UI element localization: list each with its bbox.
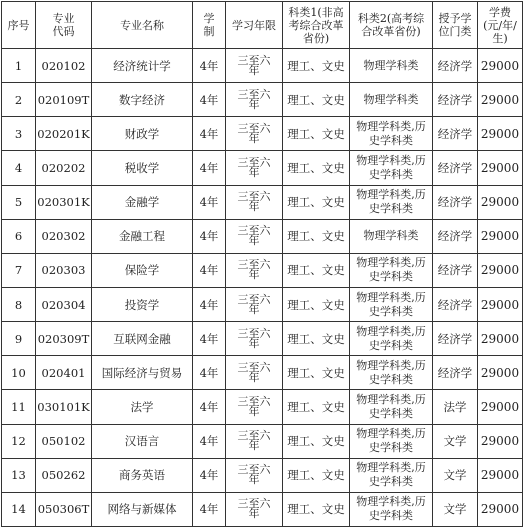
name-cell: 商务英语 [92,458,193,492]
seq-cell: 6 [2,219,36,253]
fee-cell: 29000 [478,253,523,287]
seq-cell: 10 [2,356,36,390]
subject1-cell: 理工、文史 [283,458,350,492]
table-row [2,117,523,151]
code-cell: 020304 [36,287,92,321]
degree-cell: 经济学 [433,253,478,287]
name-cell: 互联网金融 [92,322,193,356]
name-cell: 投资学 [92,287,193,321]
years-cell: 三至六年 [226,322,283,356]
fee-cell: 29000 [478,390,523,424]
degree-cell: 经济学 [433,151,478,185]
years-cell: 三至六年 [226,49,283,83]
fee-cell: 29000 [478,492,523,526]
fee-cell: 29000 [478,151,523,185]
name-cell: 汉语言 [92,424,193,458]
subject1-cell: 理工、文史 [283,390,350,424]
name-cell: 财政学 [92,117,193,151]
fee-cell: 29000 [478,356,523,390]
code-cell: 020202 [36,151,92,185]
subject1-cell: 理工、文史 [283,253,350,287]
degree-cell: 经济学 [433,83,478,117]
table-row [2,49,523,83]
years-cell: 三至六年 [226,287,283,321]
seq-cell: 3 [2,117,36,151]
code-cell: 020302 [36,219,92,253]
duration-cell: 4年 [193,356,226,390]
subject2-cell: 物理学科类,历史学科类 [350,151,433,185]
subject1-cell: 理工、文史 [283,49,350,83]
seq-cell: 4 [2,151,36,185]
subject1-cell: 理工、文史 [283,322,350,356]
header-subject2: 科类2(高考综合改革省份) [350,2,433,49]
fee-cell: 29000 [478,117,523,151]
header-degree: 授予学位门类 [433,2,478,49]
duration-cell: 4年 [193,424,226,458]
code-cell: 050306T [36,492,92,526]
seq-cell: 14 [2,492,36,526]
code-cell: 020303 [36,253,92,287]
duration-cell: 4年 [193,219,226,253]
seq-cell: 8 [2,287,36,321]
subject1-cell: 理工、文史 [283,117,350,151]
years-cell: 三至六年 [226,492,283,526]
table-row [2,492,523,526]
header-subject1: 科类1(非高考综合改革省份) [283,2,350,49]
fee-cell: 29000 [478,287,523,321]
subject1-cell: 理工、文史 [283,424,350,458]
degree-cell: 文学 [433,424,478,458]
table-row [2,322,523,356]
years-cell: 三至六年 [226,356,283,390]
code-cell: 020401 [36,356,92,390]
name-cell: 金融学 [92,185,193,219]
header-row [2,2,523,49]
fee-cell: 29000 [478,458,523,492]
years-cell: 三至六年 [226,458,283,492]
table-row [2,287,523,321]
duration-cell: 4年 [193,287,226,321]
degree-cell: 经济学 [433,185,478,219]
subject2-cell: 物理学科类 [350,49,433,83]
seq-cell: 12 [2,424,36,458]
subject1-cell: 理工、文史 [283,492,350,526]
duration-cell: 4年 [193,49,226,83]
name-cell: 数字经济 [92,83,193,117]
subject2-cell: 物理学科类,历史学科类 [350,322,433,356]
table-row [2,458,523,492]
table-row [2,253,523,287]
subject2-cell: 物理学科类,历史学科类 [350,253,433,287]
years-cell: 三至六年 [226,253,283,287]
seq-cell: 9 [2,322,36,356]
degree-cell: 文学 [433,458,478,492]
seq-cell: 13 [2,458,36,492]
degree-cell: 经济学 [433,49,478,83]
code-cell: 030101K [36,390,92,424]
header-fee: 学费(元/年/生) [478,2,523,49]
duration-cell: 4年 [193,117,226,151]
fee-cell: 29000 [478,424,523,458]
years-cell: 三至六年 [226,185,283,219]
subject2-cell: 物理学科类,历史学科类 [350,117,433,151]
years-cell: 三至六年 [226,117,283,151]
degree-cell: 经济学 [433,219,478,253]
code-cell: 050102 [36,424,92,458]
name-cell: 经济统计学 [92,49,193,83]
header-seq: 序号 [2,2,36,49]
subject2-cell: 物理学科类 [350,83,433,117]
seq-cell: 1 [2,49,36,83]
degree-cell: 经济学 [433,287,478,321]
subject2-cell: 物理学科类,历史学科类 [350,390,433,424]
header-duration: 学制 [193,2,226,49]
table-row [2,185,523,219]
code-cell: 020301K [36,185,92,219]
code-cell: 020102 [36,49,92,83]
duration-cell: 4年 [193,185,226,219]
table-row [2,424,523,458]
degree-cell: 经济学 [433,117,478,151]
subject1-cell: 理工、文史 [283,356,350,390]
degree-cell: 法学 [433,390,478,424]
table-row [2,151,523,185]
subject1-cell: 理工、文史 [283,287,350,321]
name-cell: 国际经济与贸易 [92,356,193,390]
subject2-cell: 物理学科类,历史学科类 [350,287,433,321]
fee-cell: 29000 [478,219,523,253]
subject2-cell: 物理学科类,历史学科类 [350,424,433,458]
subject2-cell: 物理学科类,历史学科类 [350,356,433,390]
degree-cell: 文学 [433,492,478,526]
subject1-cell: 理工、文史 [283,151,350,185]
seq-cell: 11 [2,390,36,424]
name-cell: 金融工程 [92,219,193,253]
duration-cell: 4年 [193,390,226,424]
header-years: 学习年限 [226,2,283,49]
code-cell: 020109T [36,83,92,117]
duration-cell: 4年 [193,458,226,492]
name-cell: 保险学 [92,253,193,287]
code-cell: 050262 [36,458,92,492]
degree-cell: 经济学 [433,356,478,390]
name-cell: 网络与新媒体 [92,492,193,526]
majors-table [1,1,523,527]
years-cell: 三至六年 [226,219,283,253]
header-name: 专业名称 [92,2,193,49]
header-code: 专业代码 [36,2,92,49]
code-cell: 020201K [36,117,92,151]
fee-cell: 29000 [478,185,523,219]
seq-cell: 5 [2,185,36,219]
fee-cell: 29000 [478,322,523,356]
fee-cell: 29000 [478,49,523,83]
name-cell: 税收学 [92,151,193,185]
years-cell: 三至六年 [226,424,283,458]
subject1-cell: 理工、文史 [283,219,350,253]
subject1-cell: 理工、文史 [283,185,350,219]
degree-cell: 经济学 [433,322,478,356]
fee-cell: 29000 [478,83,523,117]
table-row [2,83,523,117]
table-row [2,390,523,424]
seq-cell: 2 [2,83,36,117]
duration-cell: 4年 [193,253,226,287]
table-row [2,356,523,390]
subject1-cell: 理工、文史 [283,83,350,117]
subject2-cell: 物理学科类 [350,219,433,253]
subject2-cell: 物理学科类,历史学科类 [350,458,433,492]
duration-cell: 4年 [193,492,226,526]
years-cell: 三至六年 [226,390,283,424]
table-row [2,219,523,253]
duration-cell: 4年 [193,322,226,356]
years-cell: 三至六年 [226,83,283,117]
subject2-cell: 物理学科类,历史学科类 [350,185,433,219]
duration-cell: 4年 [193,151,226,185]
subject2-cell: 物理学科类,历史学科类 [350,492,433,526]
years-cell: 三至六年 [226,151,283,185]
code-cell: 020309T [36,322,92,356]
name-cell: 法学 [92,390,193,424]
seq-cell: 7 [2,253,36,287]
duration-cell: 4年 [193,83,226,117]
